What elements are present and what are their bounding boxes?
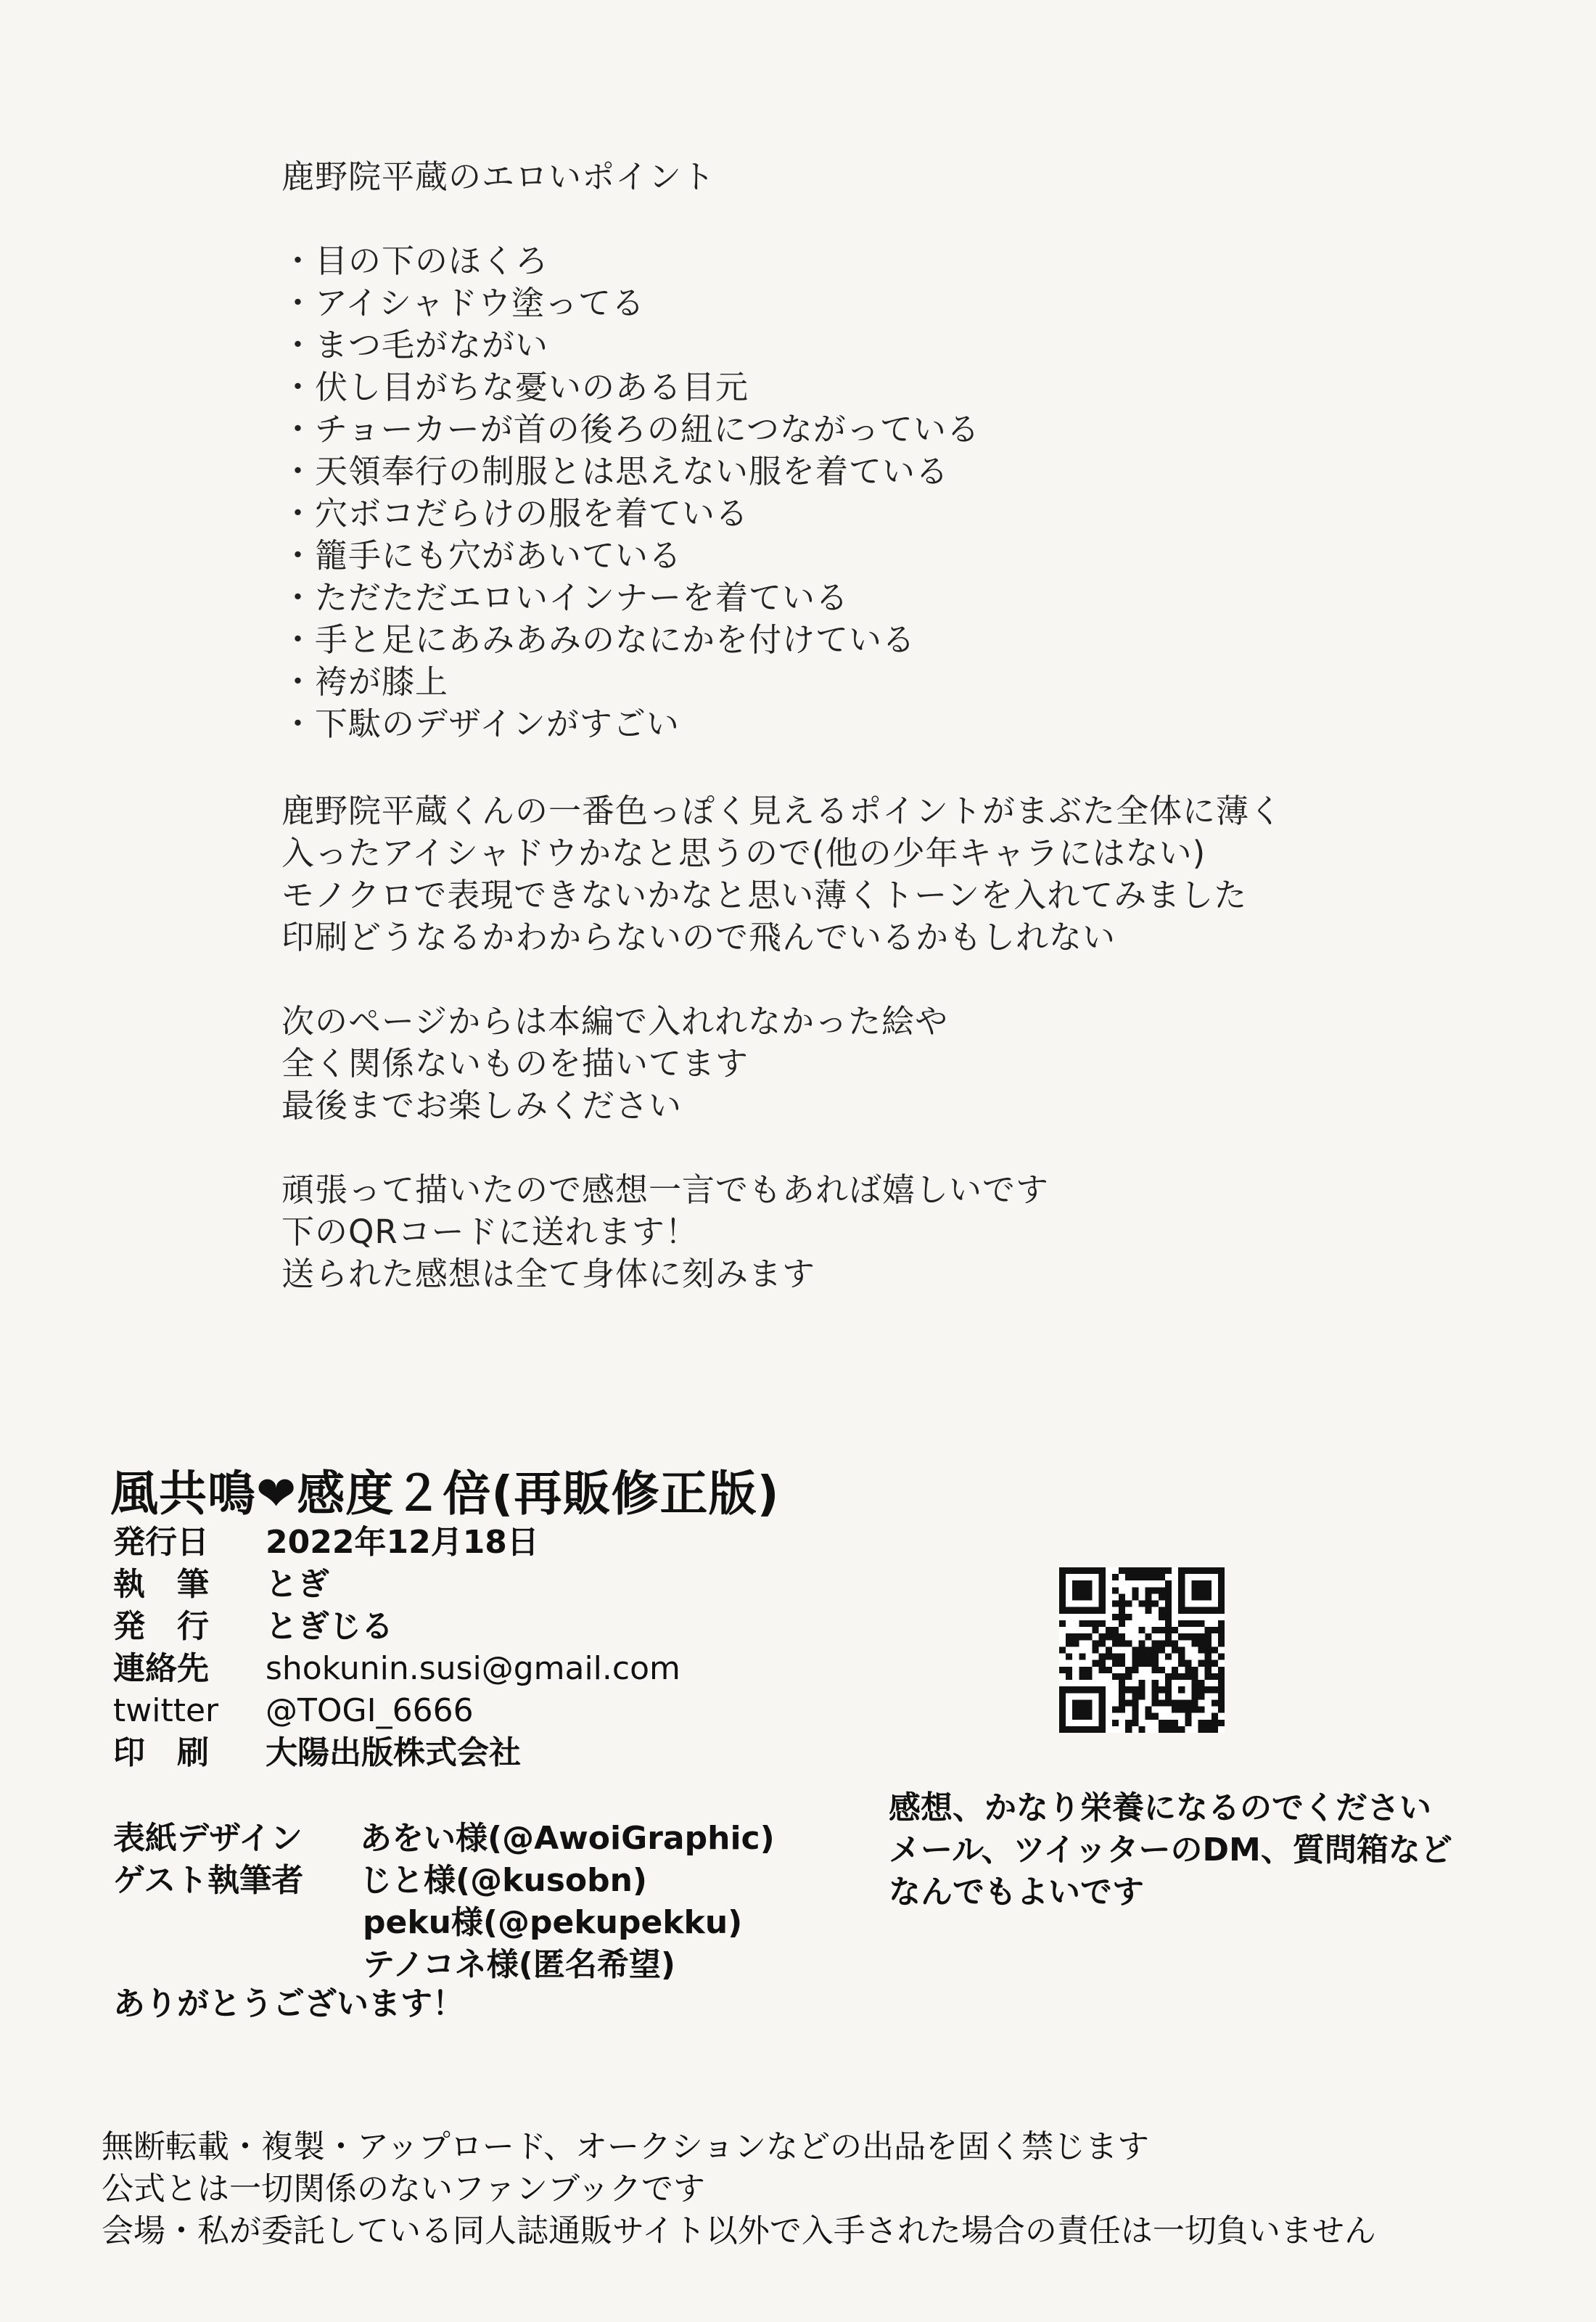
list-item: ・袴が膝上 xyxy=(281,662,449,701)
list-item: ・目の下のほくろ xyxy=(281,242,549,280)
cover-design-label: 表紙デザイン xyxy=(113,1820,303,1857)
paragraph-line: 下のQRコードに送れます！ xyxy=(281,1213,699,1251)
contact-row xyxy=(113,1648,680,1690)
guest-author: テノコネ様(匿名希望) xyxy=(363,1946,675,1983)
notes-title-block xyxy=(281,156,715,198)
qr-note-line: メール、ツイッターのDM、質問箱など xyxy=(889,1831,1452,1868)
cover-design-row xyxy=(113,1818,775,1860)
notes-title: 鹿野院平蔵のエロいポイント xyxy=(281,157,716,196)
paragraph-line: 頑張って描いたので感想一言でもあれば嬉しいです xyxy=(281,1170,1050,1209)
points-list xyxy=(281,240,980,745)
list-item: ・天領奉行の制服とは思えない服を着ている xyxy=(281,452,950,491)
list-item: ・ただただエロいインナーを着ている xyxy=(281,578,850,617)
paragraph-next-pages xyxy=(281,1001,948,1127)
thanks-message: ありがとうございます！ xyxy=(113,1985,464,2022)
guest-author: peku様(@pekupekku) xyxy=(363,1904,743,1941)
issue-date: 2022年12月18日 xyxy=(266,1524,539,1561)
publisher: とぎじる xyxy=(266,1608,393,1645)
author-label: 執 筆 xyxy=(113,1566,209,1603)
twitter-row xyxy=(113,1690,474,1732)
qr-note-line: なんでもよいです xyxy=(889,1874,1144,1911)
list-item: ・穴ボコだらけの服を着ている xyxy=(281,494,749,533)
paragraph-feedback xyxy=(281,1169,1049,1295)
printer-row xyxy=(113,1732,521,1774)
guest-label: ゲスト執筆者 xyxy=(113,1862,304,1899)
qr-note xyxy=(889,1787,1452,1913)
twitter-handle: @TOGI_6666 xyxy=(266,1692,474,1729)
publisher-label: 発 行 xyxy=(113,1608,209,1645)
issue-date-row xyxy=(113,1522,539,1564)
paragraph-line: 最後までお楽しみください xyxy=(281,1086,683,1125)
author-row xyxy=(113,1564,329,1606)
paragraph-line: 全く関係ないものを描いてます xyxy=(281,1044,749,1083)
list-item: ・アイシャドウ塗ってる xyxy=(281,284,646,322)
list-item: ・下駄のデザインがすごい xyxy=(281,705,680,743)
paragraph-eyeshadow xyxy=(281,790,1283,959)
paragraph-line: 入ったアイシャドウかなと思うので(他の少年キャラにはない) xyxy=(281,834,1206,872)
list-item: ・チョーカーが首の後ろの紐につながっている xyxy=(281,410,980,448)
author: とぎ xyxy=(266,1566,329,1603)
footer-line: 会場・私が委託している同人誌通販サイト以外で入手された場合の責任は一切負いません xyxy=(102,2212,1376,2249)
paragraph-line: モノクロで表現できないかなと思い薄くトーンを入れてみました xyxy=(281,876,1248,914)
paragraph-line: 次のページからは本編で入れれなかった絵や xyxy=(281,1002,949,1041)
list-item: ・伏し目がちな憂いのある目元 xyxy=(281,368,749,406)
qr-code-icon[interactable] xyxy=(1059,1567,1225,1733)
printer: 大陽出版株式会社 xyxy=(266,1734,521,1771)
issue-date-label: 発行日 xyxy=(113,1524,209,1561)
paragraph-line: 鹿野院平蔵くんの一番色っぽく見えるポイントがまぶた全体に薄く xyxy=(281,792,1283,830)
twitter-label: twitter xyxy=(113,1692,219,1729)
list-item: ・まつ毛がながい xyxy=(281,326,549,364)
list-item: ・手と足にあみあみのなにかを付けている xyxy=(281,620,916,659)
footer-notice xyxy=(102,2126,1376,2252)
footer-line: 無断転載・複製・アップロード、オークションなどの出品を固く禁じます xyxy=(102,2128,1150,2165)
list-item: ・籠手にも穴があいている xyxy=(281,536,683,575)
guest-row xyxy=(113,1860,647,1902)
qr-note-line: 感想、かなり栄養になるのでください xyxy=(889,1789,1431,1826)
contact-label: 連絡先 xyxy=(113,1650,209,1687)
paragraph-line: 印刷どうなるかわからないので飛んでいるかもしれない xyxy=(281,918,1116,956)
printer-label: 印 刷 xyxy=(113,1734,209,1771)
book-title: 風共鳴❤感度２倍(再販修正版) xyxy=(110,1466,780,1522)
footer-line: 公式とは一切関係のないファンブックです xyxy=(102,2170,706,2207)
cover-designer: あをい様(@AwoiGraphic) xyxy=(360,1820,775,1857)
publisher-row xyxy=(113,1606,393,1648)
guest-author: じと様(@kusobn) xyxy=(360,1862,648,1899)
paragraph-line: 送られた感想は全て身体に刻みます xyxy=(281,1255,816,1293)
contact-email: shokunin.susi@gmail.com xyxy=(266,1650,680,1687)
